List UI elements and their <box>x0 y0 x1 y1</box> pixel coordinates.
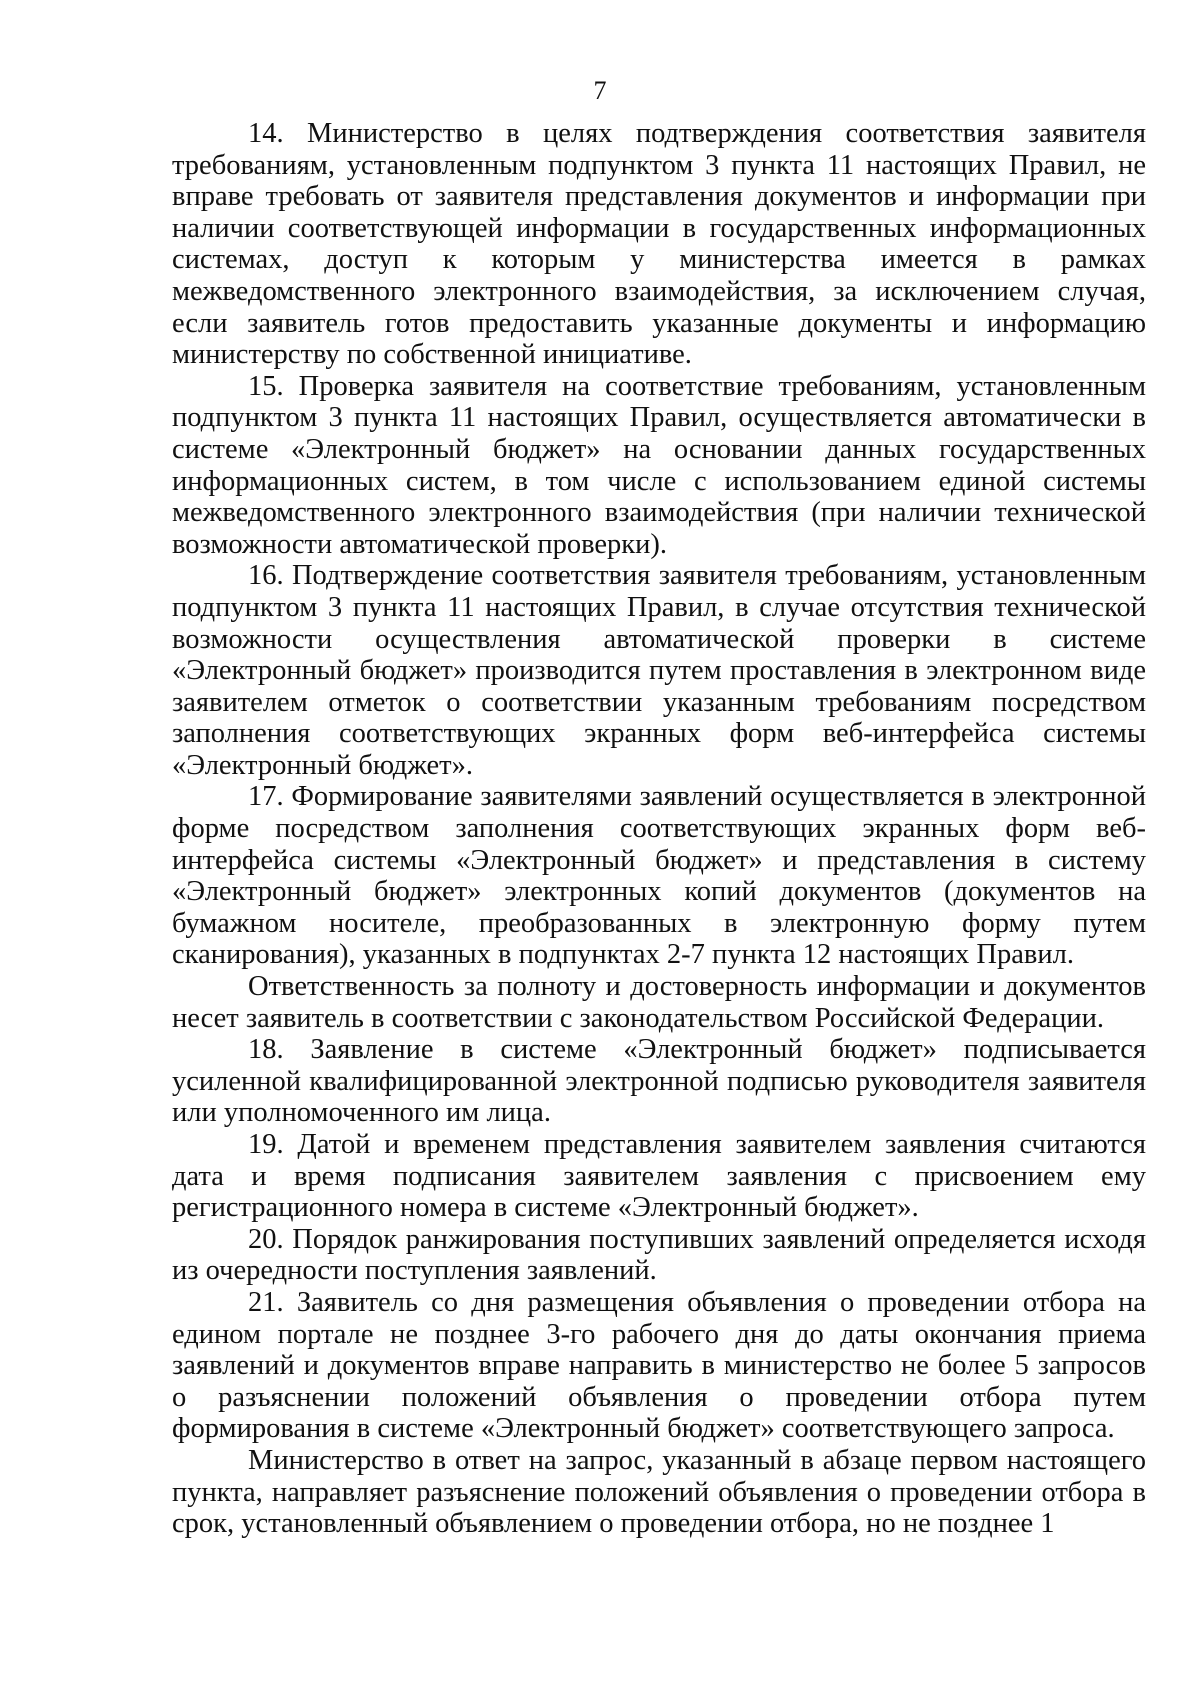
paragraph-14: 14. Министерство в целях подтверждения соответствия заявителя требованиям, установленным подпунктом 3 пункта 11 настоящих Правил, не вправе требовать от заявителя представления документов и информации при наличии соответствующей информации в государственных информационных системах, доступ к которым у министерства имеется в рамках межведомственного электронного взаимодействия, за исключением случая, если заявитель готов предоставить указанные документы и информацию министерству по собственной инициативе. <box>172 118 1146 371</box>
paragraph-20: 20. Порядок ранжирования поступивших заявлений определяется исходя из очередности поступления заявлений. <box>172 1223 1146 1287</box>
document-body <box>172 118 1146 1540</box>
page-number: 7 <box>593 76 607 105</box>
paragraph-17-responsibility: Ответственность за полноту и достоверность информации и документов несет заявитель в соответствии с законодательством Российской Федерации. <box>172 971 1146 1034</box>
paragraph-16: 16. Подтверждение соответствия заявителя требованиям, установленным подпунктом 3 пункта 11 настоящих Правил, в случае отсутствия технической возможности осуществления автоматической проверки в системе «Электронный бюджет» производится путем проставления в электронном виде заявителем отметок о соответствии указанным требованиям посредством заполнения соответствующих экранных форм веб-интерфейса системы «Электронный бюджет». <box>172 560 1146 781</box>
paragraph-21-response: Министерство в ответ на запрос, указанный в абзаце первом настоящего пункта, направляет разъяснение положений объявления о проведении отбора в срок, установленный объявлением о проведении отбора, но не позднее 1 <box>172 1444 1146 1540</box>
paragraph-15: 15. Проверка заявителя на соответствие требованиям, установленным подпунктом 3 пункта 11 настоящих Правил, осуществляется автоматически в системе «Электронный бюджет» на основании данных государственных информационных систем, в том числе с использованием единой системы межведомственного электронного взаимодействия (при наличии технической возможности автоматической проверки). <box>172 370 1146 560</box>
paragraph-17: 17. Формирование заявителями заявлений осуществляется в электронной форме посредством заполнения соответствующих экранных форм веб-интерфейса системы «Электронный бюджет» и представления в систему «Электронный бюджет» электронных копий документов (документов на бумажном носителе, преобразованных в электронную форму путем сканирования), указанных в подпунктах 2-7 пункта 12 настоящих Правил. <box>172 781 1146 971</box>
paragraph-19: 19. Датой и временем представления заявителем заявления считаются дата и время подписания заявителем заявления с присвоением ему регистрационного номера в системе «Электронный бюджет». <box>172 1129 1146 1224</box>
paragraph-18: 18. Заявление в системе «Электронный бюджет» подписывается усиленной квалифицированной электронной подписью руководителя заявителя или уполномоченного им лица. <box>172 1034 1146 1129</box>
paragraph-21: 21. Заявитель со дня размещения объявления о проведении отбора на едином портале не позднее 3-го рабочего дня до даты окончания приема заявлений и документов вправе направить в министерство не более 5 запросов о разъяснении положений объявления о проведении отбора путем формирования в системе «Электронный бюджет» соответствующего запроса. <box>172 1286 1146 1445</box>
